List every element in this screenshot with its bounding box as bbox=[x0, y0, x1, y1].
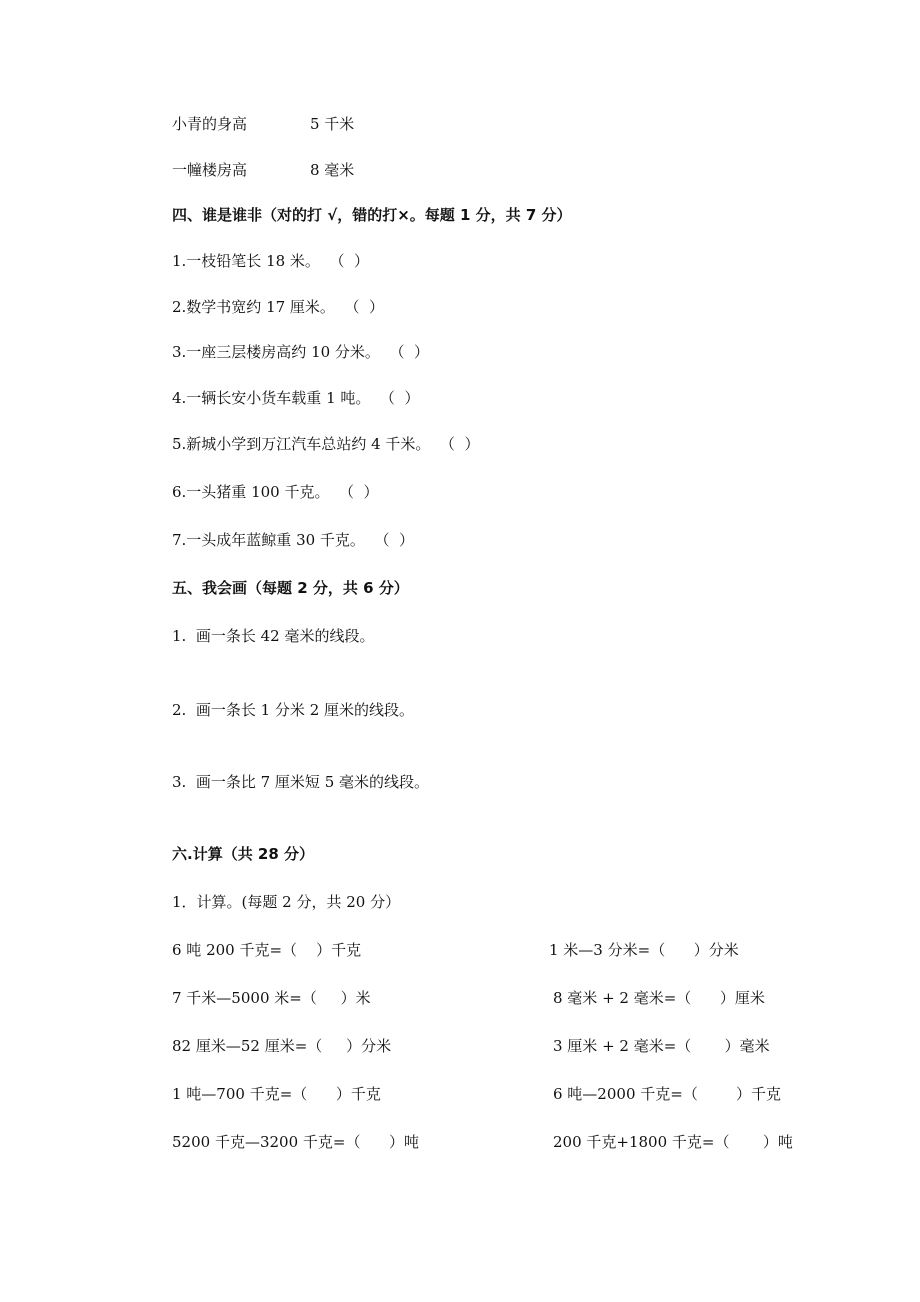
section4-title: 四、谁是谁非（对的打 √，错的打×。每题 1 分，共 7 分） bbox=[172, 206, 572, 224]
match-right-1: 5 千米 bbox=[310, 115, 355, 133]
section5-item-3: 3. 画一条比 7 厘米短 5 毫米的线段。 bbox=[172, 773, 430, 791]
section4-item-4: 4.一辆长安小货车载重 1 吨。 （ ） bbox=[172, 389, 420, 407]
section6-title: 六.计算（共 28 分） bbox=[172, 845, 315, 863]
calc-right-4: 6 吨—2000 千克=（ ）千克 bbox=[553, 1085, 781, 1103]
calc-right-3: 3 厘米 + 2 毫米=（ ）毫米 bbox=[553, 1037, 770, 1055]
section5-title: 五、我会画（每题 2 分，共 6 分） bbox=[172, 579, 409, 597]
match-left-2: 一幢楼房高 bbox=[172, 161, 248, 179]
section4-item-2: 2.数学书宽约 17 厘米。 （ ） bbox=[172, 298, 385, 316]
section4-item-7: 7.一头成年蓝鲸重 30 千克。 （ ） bbox=[172, 531, 415, 549]
calc-right-1: 1 米—3 分米=（ ）分米 bbox=[549, 941, 739, 959]
section4-item-5: 5.新城小学到万江汽车总站约 4 千米。 （ ） bbox=[172, 435, 480, 453]
section5-item-2: 2. 画一条长 1 分米 2 厘米的线段。 bbox=[172, 701, 415, 719]
calc-left-4: 1 吨—700 千克=（ ）千克 bbox=[172, 1085, 381, 1103]
match-right-2: 8 毫米 bbox=[310, 161, 355, 179]
calc-left-1: 6 吨 200 千克=（ ）千克 bbox=[172, 941, 362, 959]
calc-right-5: 200 千克+1800 千克=（ ）吨 bbox=[553, 1133, 793, 1151]
section4-item-1: 1.一枝铅笔长 18 米。 （ ） bbox=[172, 252, 370, 270]
section4-item-6: 6.一头猪重 100 千克。 （ ） bbox=[172, 483, 379, 501]
section5-item-1: 1. 画一条长 42 毫米的线段。 bbox=[172, 627, 375, 645]
calc-left-3: 82 厘米—52 厘米=（ ）分米 bbox=[172, 1037, 392, 1055]
calc-right-2: 8 毫米 + 2 毫米=（ ）厘米 bbox=[553, 989, 765, 1007]
section6-subtitle: 1．计算。(每题 2 分，共 20 分） bbox=[172, 893, 401, 911]
section4-item-3: 3.一座三层楼房高约 10 分米。 （ ） bbox=[172, 343, 430, 361]
calc-left-5: 5200 千克—3200 千克=（ ）吨 bbox=[172, 1133, 420, 1151]
calc-left-2: 7 千米—5000 米=（ ）米 bbox=[172, 989, 371, 1007]
match-left-1: 小青的身高 bbox=[172, 115, 248, 133]
